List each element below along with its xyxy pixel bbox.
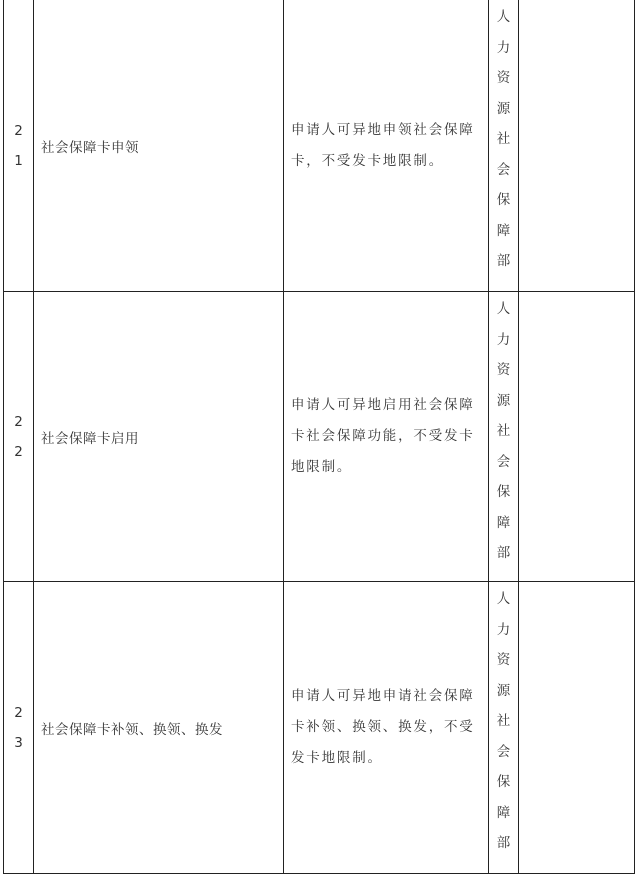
row-number xyxy=(4,582,34,874)
row-number-digit: 3 xyxy=(14,734,23,751)
department-char: 会 xyxy=(496,743,511,760)
department-char: 人 xyxy=(496,591,511,607)
empty-cell xyxy=(519,0,635,292)
department-char: 力 xyxy=(496,331,511,348)
department-char: 人 xyxy=(496,9,511,25)
department-char: 障 xyxy=(496,222,511,239)
item-name: 社会保障卡启用 xyxy=(34,292,284,582)
department-char: 障 xyxy=(496,514,511,531)
table-row xyxy=(4,292,635,582)
department-char: 会 xyxy=(496,161,511,178)
empty-cell xyxy=(519,582,635,874)
department xyxy=(489,292,519,582)
item-description: 申请人可异地申领社会保障卡，不受发卡地限制。 xyxy=(284,0,489,292)
department xyxy=(489,582,519,874)
department-char: 社 xyxy=(496,713,511,729)
empty-cell xyxy=(519,292,635,582)
row-number xyxy=(4,292,34,582)
table-row xyxy=(4,582,635,874)
department-char: 部 xyxy=(496,835,511,851)
department-char: 保 xyxy=(496,192,511,208)
department-char: 源 xyxy=(496,100,511,117)
department-char: 力 xyxy=(496,39,511,56)
department-char: 资 xyxy=(496,652,511,668)
item-description: 申请人可异地申请社会保障卡补领、换领、换发，不受发卡地限制。 xyxy=(284,582,489,874)
row-number-digit: 2 xyxy=(14,122,23,139)
department-char: 资 xyxy=(496,362,511,378)
department-char: 社 xyxy=(496,423,511,439)
row-number-digit: 1 xyxy=(14,152,23,169)
department-char: 源 xyxy=(496,392,511,409)
department-char: 会 xyxy=(496,453,511,470)
row-number xyxy=(4,0,34,292)
department-char: 部 xyxy=(496,545,511,561)
item-name: 社会保障卡补领、换领、换发 xyxy=(34,582,284,874)
item-description: 申请人可异地启用社会保障卡社会保障功能，不受发卡地限制。 xyxy=(284,292,489,582)
table-row xyxy=(4,0,635,292)
department-char: 源 xyxy=(496,682,511,699)
department-char: 资 xyxy=(496,70,511,86)
department-char: 部 xyxy=(496,253,511,269)
row-number-digit: 2 xyxy=(14,413,23,430)
row-number-digit: 2 xyxy=(14,704,23,721)
department-char: 力 xyxy=(496,621,511,638)
department xyxy=(489,0,519,292)
department-char: 保 xyxy=(496,484,511,500)
item-name: 社会保障卡申领 xyxy=(34,0,284,292)
service-table xyxy=(3,0,635,874)
department-char: 人 xyxy=(496,301,511,317)
department-char: 保 xyxy=(496,774,511,790)
department-char: 障 xyxy=(496,804,511,821)
department-char: 社 xyxy=(496,131,511,147)
row-number-digit: 2 xyxy=(14,443,23,460)
